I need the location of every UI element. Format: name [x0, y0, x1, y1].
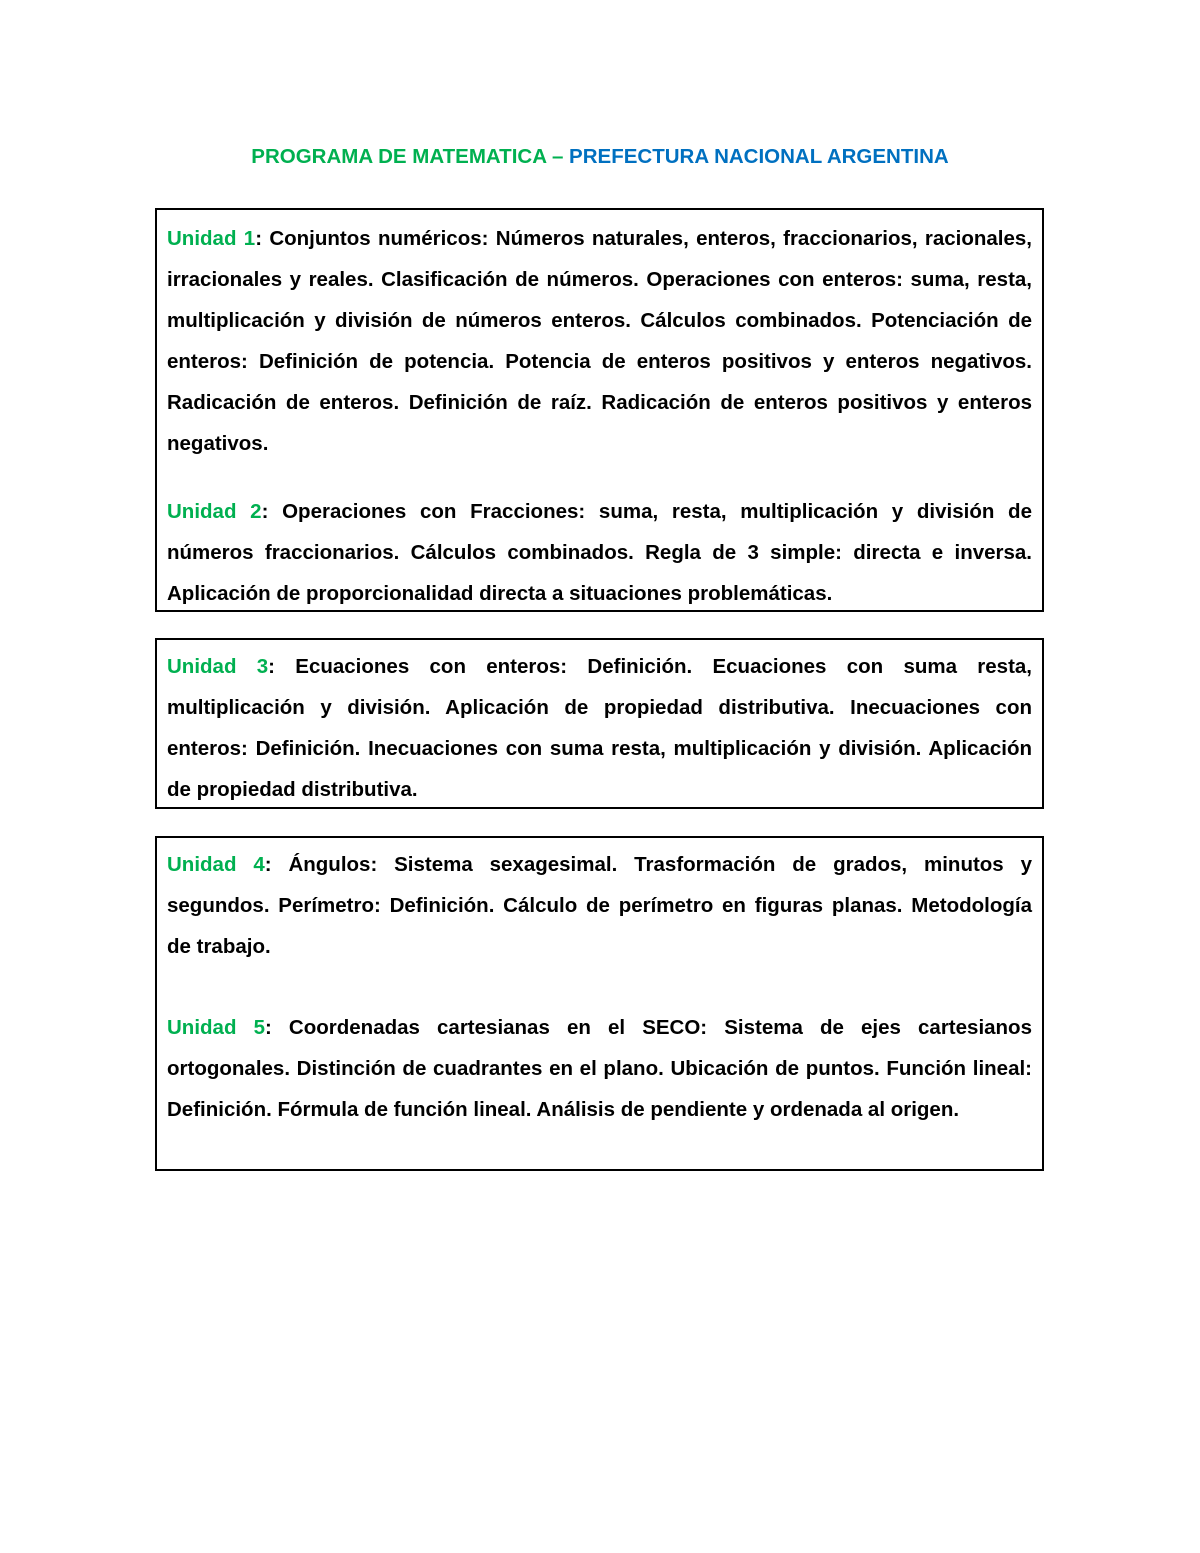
- unit-3-box: [155, 638, 1044, 809]
- unit-4-text: : Ángulos: Sistema sexagesimal. Trasformación de grados, minutos y segundos. Perímetro: Definición. Cálculo de perímetro en figuras planas. Metodología de trabajo.: [167, 853, 1032, 958]
- unit-1-label: Unidad 1: [167, 227, 256, 250]
- page-title: [0, 143, 1200, 171]
- unit-2-text: : Operaciones con Fracciones: suma, resta, multiplicación y división de números fraccionarios. Cálculos combinados. Regla de 3 simple: directa e inversa. Aplicación de proporcionalidad directa a situaciones problemáticas.: [167, 500, 1032, 605]
- unit-3-label: Unidad 3: [167, 655, 269, 678]
- unit-3: [167, 646, 1032, 810]
- unit-2: [167, 491, 1032, 614]
- title-institution: PREFECTURA NACIONAL ARGENTINA: [569, 145, 949, 168]
- unit-4-label: Unidad 4: [167, 853, 265, 876]
- unit-4: [167, 844, 1032, 967]
- units-4-5-box: [155, 836, 1044, 1171]
- unit-1-text: : Conjuntos numéricos: Números naturales, enteros, fraccionarios, racionales, irracionales y reales. Clasificación de números. Operaciones con enteros: suma, resta, multiplicación y división de números enteros. Cálculos combinados. Potenciación de enteros: Definición de potencia. Potencia de enteros positivos y enteros negativos. Radicación de enteros. Definición de raíz. Radicación de enteros positivos y enteros negativos.: [167, 227, 1032, 455]
- title-program: PROGRAMA DE MATEMATICA –: [251, 145, 570, 168]
- unit-2-label: Unidad 2: [167, 500, 262, 523]
- unit-1: [167, 218, 1032, 464]
- unit-5-label: Unidad 5: [167, 1016, 265, 1039]
- units-1-2-box: [155, 208, 1044, 612]
- unit-3-text: : Ecuaciones con enteros: Definición. Ecuaciones con suma resta, multiplicación y división. Aplicación de propiedad distributiva. Inecuaciones con enteros: Definición. Inecuaciones con suma resta, multiplicación y división. Aplicación de propiedad distributiva.: [167, 655, 1032, 801]
- unit-5: [167, 1007, 1032, 1130]
- unit-5-text: : Coordenadas cartesianas en el SECO: Sistema de ejes cartesianos ortogonales. Distinción de cuadrantes en el plano. Ubicación de puntos. Función lineal: Definición. Fórmula de función lineal. Análisis de pendiente y ordenada al origen.: [167, 1016, 1032, 1121]
